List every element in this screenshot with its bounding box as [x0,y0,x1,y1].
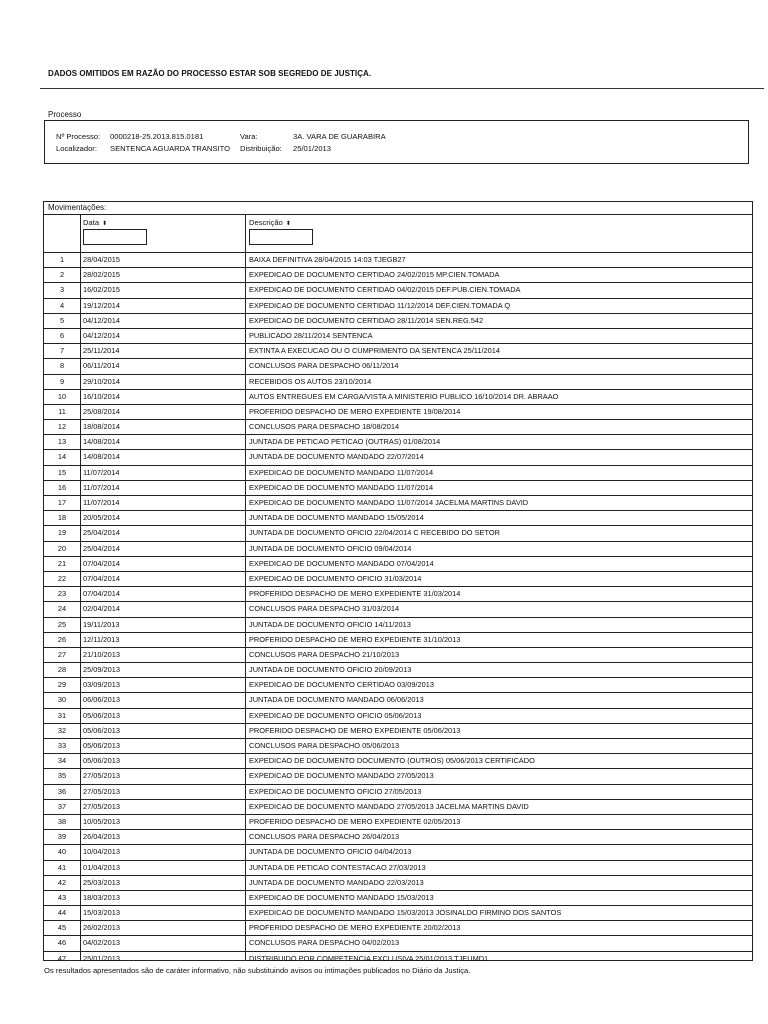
table-row [44,283,752,298]
table-row [44,602,752,617]
row-date: 18/03/2013 [83,892,120,902]
row-date: 14/08/2014 [83,437,120,447]
row-date: 25/09/2013 [83,665,120,675]
row-date: 04/12/2014 [83,330,120,340]
row-description: EXPEDICAO DE DOCUMENTO MANDADO 11/07/2014 [249,482,434,492]
row-date: 25/04/2014 [83,543,120,553]
row-number: 4 [59,300,65,310]
row-date: 03/09/2013 [83,680,120,690]
row-number: 19 [57,528,67,538]
row-date: 05/06/2013 [83,725,120,735]
row-number: 3 [59,285,65,295]
row-description: JUNTADA DE DOCUMENTO MANDADO 22/03/2013 [249,877,424,887]
table-row [44,648,752,663]
sort-arrows-icon: ⬍ [285,221,291,227]
row-number: 27 [57,649,67,659]
row-description: EXPEDICAO DE DOCUMENTO MANDADO 11/07/2014 [249,467,434,477]
table-row [44,375,752,390]
row-description: EXPEDICAO DE DOCUMENTO CERTIDAO 04/02/2015 DEF.PUB.CIEN.TOMADA [249,285,521,295]
row-number: 35 [57,771,67,781]
row-description: DISTRIBUIDO POR COMPETENCIA EXCLUSIVA 25/01/2013 TJEUMD1 [249,953,489,963]
row-number: 28 [57,665,67,675]
row-number: 26 [57,634,67,644]
secrecy-notice: DADOS OMITIDOS EM RAZÃO DO PROCESSO ESTAR SOB SEGREDO DE JUSTIÇA. [48,69,372,78]
row-date: 05/06/2013 [83,710,120,720]
row-number: 6 [59,330,65,340]
row-date: 26/04/2013 [83,832,120,842]
row-number: 29 [57,680,67,690]
table-row [44,390,752,405]
table-row [44,557,752,572]
table-row [44,496,752,511]
header-divider [40,88,764,89]
row-number: 33 [57,741,67,750]
table-row [44,450,752,465]
table-row [44,876,752,891]
table-header [44,215,752,253]
row-description: EXPEDICAO DE DOCUMENTO MANDADO 15/03/2013 JOSINALDO FIRMINO DOS SANTOS [249,908,562,918]
table-row [44,693,752,708]
row-description: PROFERIDO DESPACHO DE MERO EXPEDIENTE 31/03/2014 [249,589,461,599]
row-description: CONCLUSOS PARA DESPACHO 06/11/2014 [249,361,399,371]
row-description: CONCLUSOS PARA DESPACHO 18/08/2014 [249,422,400,432]
row-number: 32 [57,725,67,735]
row-number: 8 [59,361,65,371]
table-row [44,906,752,921]
row-description: CONCLUSOS PARA DESPACHO 26/04/2013 [249,832,400,842]
row-date: 28/04/2015 [83,255,120,264]
row-description: EXPEDICAO DE DOCUMENTO OFICIO 27/05/2013 [249,786,422,796]
row-description: JUNTADA DE DOCUMENTO OFICIO 20/09/2013 [249,665,412,675]
table-row [44,618,752,633]
table-row [44,314,752,329]
row-description: JUNTADA DE DOCUMENTO MANDADO 06/06/2013 [249,695,424,705]
row-description: JUNTADA DE DOCUMENTO OFICIO 09/04/2014 [249,543,412,553]
row-description: EXPEDICAO DE DOCUMENTO MANDADO 07/04/2014 [249,558,434,568]
row-number: 44 [57,908,67,918]
row-number: 41 [57,862,67,872]
row-date: 28/02/2015 [83,270,120,280]
row-date: 15/03/2013 [83,908,120,918]
row-date: 04/12/2014 [83,315,120,325]
numero-label: Nº Processo: [56,132,101,141]
table-body [44,253,752,967]
row-description: EXPEDICAO DE DOCUMENTO CERTIDAO 24/02/2015 MP.CIEN.TOMADA [249,270,500,280]
row-date: 29/10/2014 [83,376,120,386]
row-date: 05/06/2013 [83,741,120,750]
table-row [44,466,752,481]
table-row [44,572,752,587]
row-number: 2 [59,270,65,280]
row-date: 25/04/2014 [83,528,120,538]
row-description: PROFERIDO DESPACHO DE MERO EXPEDIENTE 02/05/2013 [249,816,461,826]
table-row [44,405,752,420]
table-row [44,511,752,526]
table-row [44,845,752,860]
row-description: CONCLUSOS PARA DESPACHO 31/03/2014 [249,604,400,614]
row-number: 23 [57,589,67,599]
row-date: 10/04/2013 [83,847,120,857]
row-description: PROFERIDO DESPACHO DE MERO EXPEDIENTE 19/08/2014 [249,406,461,416]
sort-arrows-icon: ⬍ [102,221,108,227]
row-description: PROFERIDO DESPACHO DE MERO EXPEDIENTE 31/10/2013 [249,634,461,644]
row-date: 05/06/2013 [83,756,120,766]
row-description: PROFERIDO DESPACHO DE MERO EXPEDIENTE 05/06/2013 [249,725,461,735]
localizador-label: Localizador: [56,144,97,153]
row-date: 16/02/2015 [83,285,120,295]
row-date: 12/11/2013 [83,634,120,644]
data-filter-input[interactable] [83,229,147,245]
row-date: 25/03/2013 [83,877,120,887]
row-number: 36 [57,786,67,796]
processo-section-title: Processo [48,110,82,119]
row-date: 27/05/2013 [83,771,120,781]
row-description: CONCLUSOS PARA DESPACHO 05/06/2013 [249,741,400,750]
vara-label: Vara: [240,132,258,141]
row-date: 07/04/2014 [83,558,120,568]
movimentacoes-table [43,201,753,961]
table-row [44,526,752,541]
table-row [44,420,752,435]
row-date: 18/08/2014 [83,422,120,432]
row-date: 16/10/2014 [83,391,120,401]
row-description: JUNTADA DE DOCUMENTO MANDADO 15/05/2014 [249,513,424,523]
sort-data-header[interactable] [83,218,107,227]
table-row [44,891,752,906]
sort-descricao-header[interactable] [249,218,291,227]
row-description: RECEBIDOS OS AUTOS 23/10/2014 [249,376,372,386]
row-date: 25/01/2013 [83,953,120,963]
row-number: 16 [57,482,67,492]
table-row [44,633,752,648]
row-description: EXPEDICAO DE DOCUMENTO MANDADO 15/03/2013 [249,892,434,902]
row-number: 20 [57,543,67,553]
table-row [44,830,752,845]
row-date: 07/04/2014 [83,589,120,599]
row-date: 25/08/2014 [83,406,120,416]
row-date: 14/08/2014 [83,452,120,462]
vara-value: 3A. VARA DE GUARABIRA [293,132,386,141]
table-row [44,724,752,739]
table-row [44,542,752,557]
row-number: 47 [57,953,67,963]
row-number: 34 [57,756,67,766]
col-data-label: Data [83,218,100,227]
row-number: 43 [57,892,67,902]
table-row [44,861,752,876]
row-date: 19/11/2013 [83,619,120,629]
localizador-value: SENTENCA AGUARDA TRANSITO [110,144,230,153]
table-row [44,815,752,830]
row-number: 18 [57,513,67,523]
row-description: EXPEDICAO DE DOCUMENTO OFICIO 31/03/2014 [249,573,422,583]
row-description: EXPEDICAO DE DOCUMENTO CERTIDAO 03/09/2013 [249,680,434,690]
processo-info-box [44,120,749,164]
row-number: 12 [57,422,67,432]
row-number: 37 [57,801,67,811]
row-number: 42 [57,877,67,887]
table-row [44,268,752,283]
row-number: 40 [57,847,67,857]
table-row [44,936,752,951]
movimentacoes-caption: Movimentações: [44,202,752,215]
row-date: 26/02/2013 [83,923,120,933]
row-description: EXPEDICAO DE DOCUMENTO CERTIDAO 11/12/2014 DEF.CIEN.TOMADA Q [249,300,511,310]
row-date: 11/07/2014 [83,467,120,477]
disclaimer-footer: Os resultados apresentados são de caráter informativo, não substituindo avisos ou intimações publicados no Diário da Justiça. [44,966,471,975]
row-number: 17 [57,498,67,507]
row-date: 11/07/2014 [83,482,120,492]
table-row [44,678,752,693]
row-number: 7 [59,346,65,356]
row-date: 01/04/2013 [83,862,120,872]
table-row [44,754,752,769]
row-number: 38 [57,816,67,826]
table-row [44,663,752,678]
row-number: 45 [57,923,67,933]
table-row [44,709,752,724]
row-date: 04/02/2013 [83,938,120,948]
row-number: 5 [59,315,65,325]
row-number: 22 [57,573,67,583]
row-number: 13 [57,437,67,447]
table-row [44,253,752,268]
row-date: 06/11/2014 [83,361,120,371]
row-date: 10/05/2013 [83,816,120,826]
row-number: 11 [58,406,66,416]
row-date: 06/06/2013 [83,695,120,705]
row-description: EXPEDICAO DE DOCUMENTO OFICIO 05/06/2013 [249,710,422,720]
row-description: EXPEDICAO DE DOCUMENTO CERTIDAO 28/11/2014 SEN.REG.542 [249,315,484,325]
table-row [44,329,752,344]
row-date: 21/10/2013 [83,649,120,659]
distribuicao-value: 25/01/2013 [293,144,332,153]
row-number: 31 [57,710,67,720]
table-row [44,952,752,967]
row-description: JUNTADA DE PETICAO CONTESTACAO 27/03/2013 [249,862,426,872]
row-description: AUTOS ENTREGUES EM CARGA/VISTA A MINISTERIO PUBLICO 16/10/2014 DR. ABRAAO [249,391,559,401]
row-description: CONCLUSOS PARA DESPACHO 21/10/2013 [249,649,400,659]
row-date: 27/05/2013 [83,786,120,796]
table-row [44,481,752,496]
row-number: 9 [59,376,65,386]
row-date: 19/12/2014 [83,300,120,310]
row-number: 25 [57,619,67,629]
table-row [44,769,752,784]
table-row [44,785,752,800]
row-description: EXPEDICAO DE DOCUMENTO MANDADO 11/07/2014 JACELMA MARTINS DAVID [249,498,529,507]
row-description: JUNTADA DE PETICAO PETICAO (OUTRAS) 01/08/2014 [249,437,441,447]
row-date: 27/05/2013 [83,801,120,811]
table-row [44,299,752,314]
row-description: PROFERIDO DESPACHO DE MERO EXPEDIENTE 20/02/2013 [249,923,461,933]
row-description: BAIXA DEFINITIVA 28/04/2015 14:03 TJEGB27 [249,255,406,264]
row-description: EXPEDICAO DE DOCUMENTO MANDADO 27/05/2013 [249,771,434,781]
table-row [44,435,752,450]
row-date: 20/05/2014 [83,513,120,523]
row-number: 39 [57,832,67,842]
row-number: 30 [57,695,67,705]
row-number: 15 [57,467,67,477]
row-date: 02/04/2014 [83,604,120,614]
row-description: EXPEDICAO DE DOCUMENTO DOCUMENTO (OUTROS) 05/06/2013 CERTIFICADO [249,756,535,766]
row-description: JUNTADA DE DOCUMENTO OFICIO 22/04/2014 C RECEBIDO DO SETOR [249,528,500,538]
numero-value: 0000218-25.2013.815.0181 [110,132,204,141]
row-description: EXPEDICAO DE DOCUMENTO MANDADO 27/05/2013 JACELMA MARTINS DAVID [249,801,529,811]
row-number: 46 [57,938,67,948]
table-row [44,344,752,359]
row-description: CONCLUSOS PARA DESPACHO 04/02/2013 [249,938,400,948]
row-number: 1 [59,255,65,264]
row-number: 21 [57,558,67,568]
table-row [44,800,752,815]
row-number: 10 [57,391,67,401]
row-date: 25/11/2014 [83,346,120,356]
col-descricao-label: Descrição [249,218,283,227]
row-description: JUNTADA DE DOCUMENTO OFICIO 14/11/2013 [249,619,411,629]
row-date: 07/04/2014 [83,573,120,583]
table-row [44,359,752,374]
row-description: JUNTADA DE DOCUMENTO MANDADO 22/07/2014 [249,452,424,462]
table-row [44,921,752,936]
descricao-filter-input[interactable] [249,229,313,245]
table-row [44,739,752,754]
row-date: 11/07/2014 [83,498,120,507]
row-description: PUBLICADO 28/11/2014 SENTENCA [249,330,373,340]
table-row [44,587,752,602]
row-number: 24 [57,604,67,614]
row-description: JUNTADA DE DOCUMENTO OFICIO 04/04/2013 [249,847,412,857]
row-number: 14 [57,452,67,462]
row-description: EXTINTA A EXECUCAO OU O CUMPRIMENTO DA SENTENCA 25/11/2014 [249,346,500,356]
distribuicao-label: Distribuição: [240,144,282,153]
